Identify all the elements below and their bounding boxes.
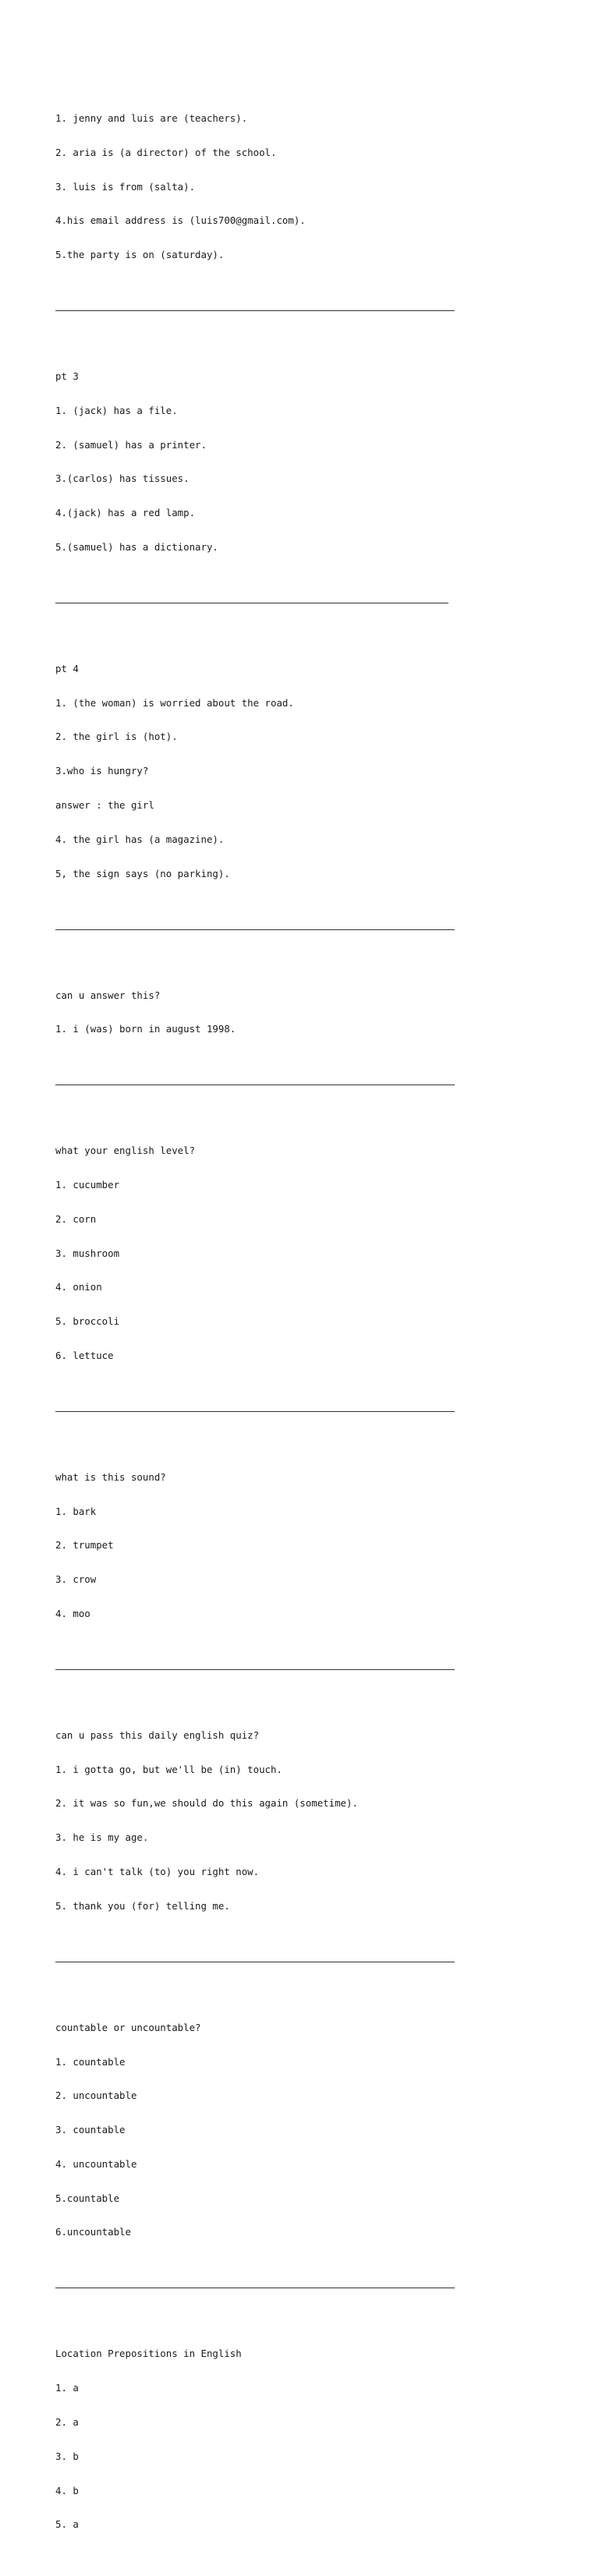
text-line: 1. i gotta go, but we'll be (in) touch. [55,1763,282,1775]
text-line: 3. countable [55,2124,126,2136]
text-line: 5.(samuel) has a dictionary. [55,540,218,553]
text-line: 1. countable [55,2055,126,2068]
text-line: 1. (jack) has a file. [55,404,178,416]
document-page [55,56,461,2576]
divider [55,1669,455,1670]
section-countable [55,2000,461,2262]
section-heading: what is this sound? [55,1470,166,1483]
section-intro-answers [55,90,461,284]
text-line: 4. the girl has (a magazine). [55,833,225,845]
text-line: 4. uncountable [55,2157,137,2170]
text-line: 5. thank you (for) telling me. [55,1899,230,1912]
section-heading: can u pass this daily english quiz? [55,1729,260,1741]
text-line: 3.(carlos) has tissues. [55,472,190,485]
text-line: 1. (the woman) is worried about the road. [55,696,294,709]
text-line: 1. a [55,2382,79,2394]
text-line: 3. crow [55,1573,97,1586]
text-line: 4. i can't talk (to) you right now. [55,1866,260,1878]
text-line: 1. cucumber [55,1179,120,1191]
section-heading: what your english level? [55,1145,196,1157]
section-pt3 [55,349,461,576]
section-heading: pt 4 [55,662,79,674]
section-sound [55,1449,461,1643]
text-line: 1. jenny and luis are (teachers). [55,111,248,124]
section-english-level [55,1123,461,1385]
text-line: 5. broccoli [55,1315,120,1328]
text-line: 3. luis is from (salta). [55,180,196,193]
text-line: 3. he is my age. [55,1831,149,1844]
section-heading: can u answer this? [55,989,161,1001]
section-pt4 [55,641,461,903]
section-heading: countable or uncountable? [55,2021,201,2033]
divider [55,310,455,311]
section-location-prepositions [55,2326,461,2553]
text-line: 2. a [55,2415,79,2428]
text-line: 2. it was so fun,we should do this again (sometime). [55,1797,358,1810]
text-line: 4. b [55,2484,79,2496]
text-line: 5. a [55,2518,79,2531]
text-line: 4.(jack) has a red lamp. [55,507,196,519]
text-line: 4. onion [55,1281,102,1293]
text-line: 6.uncountable [55,2226,131,2238]
text-line: 2. corn [55,1212,97,1225]
text-line: 2. trumpet [55,1539,114,1552]
text-line: 2. aria is (a director) of the school. [55,146,277,158]
text-line: 4. moo [55,1607,90,1619]
divider [55,929,455,930]
section-can-u-answer [55,967,461,1058]
text-line: 1. bark [55,1505,97,1517]
section-heading: Location Prepositions in English [55,2348,242,2360]
text-line: 3. b [55,2450,79,2462]
text-line: 4.his email address is (luis700@gmail.com). [55,214,306,227]
text-line: 2. the girl is (hot). [55,731,178,743]
text-line: 2. (samuel) has a printer. [55,438,207,451]
text-line: 3. mushroom [55,1247,120,1259]
text-line: 5, the sign says (no parking). [55,867,230,879]
divider [55,1411,455,1412]
text-line: 3.who is hungry? [55,765,149,777]
section-heading: pt 3 [55,370,79,383]
text-line: 2. uncountable [55,2089,137,2102]
text-line: 6. lettuce [55,1349,114,1361]
text-line: 1. i (was) born in august 1998. [55,1023,236,1035]
text-line: answer : the girl [55,799,154,811]
section-daily-quiz [55,1707,461,1935]
text-line: 5.countable [55,2192,120,2204]
text-line: 5.the party is on (saturday). [55,249,225,261]
